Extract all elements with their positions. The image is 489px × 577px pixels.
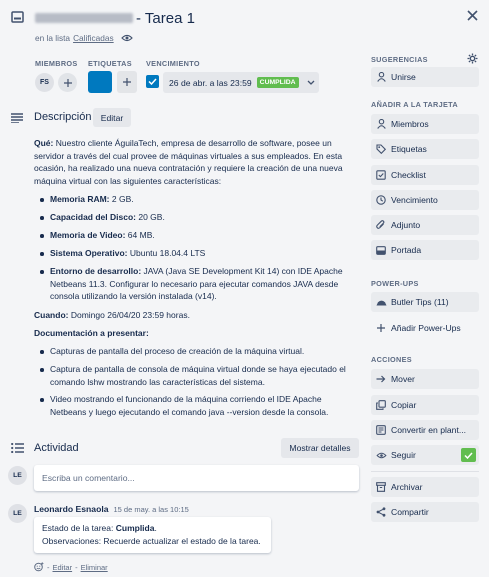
eye-icon[interactable] [121, 34, 133, 42]
join-button[interactable]: Unirse [371, 67, 479, 87]
copy-button[interactable]: Copiar [371, 395, 479, 415]
share-button[interactable]: Compartir [371, 502, 479, 522]
gear-icon[interactable] [467, 53, 478, 64]
docs-heading: Documentación a presentar: [34, 328, 149, 338]
butler-tips-button[interactable]: Butler Tips (11) [371, 292, 479, 312]
avatar: LE [8, 466, 27, 485]
powerups-label: POWER-UPS [371, 279, 419, 288]
suggestions-label: SUGERENCIAS [371, 55, 428, 64]
add-reaction-icon[interactable] [34, 562, 44, 572]
doc-item: Captura de pantalla de consola de máquina virtual donde se haya ejecutado el comando lshw mostrando las características del sistema. [50, 364, 346, 387]
description-icon [11, 113, 23, 123]
due-date-sidebar-button[interactable]: Vencimiento [371, 190, 479, 210]
due-date-text: 26 de abr. a las 23:59 [169, 77, 252, 88]
cover-button[interactable]: Portada [371, 240, 479, 260]
attachment-button[interactable]: Adjunto [371, 215, 479, 235]
template-icon [371, 425, 391, 435]
comment-bubble [34, 517, 271, 553]
members-button[interactable]: Miembros [371, 114, 479, 134]
activity-heading: Actividad [34, 442, 79, 454]
comment-line-1: Estado de la tarea: Cumplida. [42, 523, 157, 533]
labels-label: ETIQUETAS [88, 59, 132, 68]
due-status-badge: CUMPLIDA [257, 77, 299, 88]
plus-icon [371, 324, 391, 332]
comment-time[interactable]: 15 de may. a las 10:15 [113, 505, 189, 514]
when-line: Cuando: Domingo 26/04/20 23:59 horas. [34, 310, 190, 320]
paperclip-icon [371, 220, 391, 230]
person-icon [371, 72, 391, 82]
add-powerups-button[interactable]: Añadir Power-Ups [371, 318, 479, 338]
share-icon [371, 507, 391, 517]
tag-icon [371, 144, 391, 154]
doc-item: Capturas de pantalla del proceso de creación de la máquina virtual. [50, 346, 305, 356]
archive-icon [371, 482, 391, 492]
sidebar-divider [371, 471, 479, 472]
intro-text: Nuestro cliente ÁguilaTech, empresa de desarrollo de software, posee un servidor a través del cual provee de máquinas virtuales a sus empleados. En esta ocasión, ha realizado una nueva contratación y requiere la creación de una nueva máquina virtual con las siguientes características: [34, 138, 343, 186]
intro-bold: Qué: [34, 138, 54, 148]
separator: - [75, 562, 78, 572]
make-template-button[interactable]: Convertir en plant... [371, 420, 479, 440]
eye-icon [371, 452, 391, 459]
checklist-icon [371, 170, 391, 180]
doc-item: Video mostrando el funcionando de la máquina corriendo el IDE Apache Netbeans y luego ejecutando el comando java --version desde la consola. [50, 394, 329, 417]
labels-button[interactable]: Etiquetas [371, 139, 479, 159]
spec-item: Capacidad del Disco: 20 GB. [50, 212, 165, 222]
copy-icon [371, 400, 391, 410]
butler-icon [371, 299, 391, 306]
due-label: VENCIMIENTO [146, 59, 200, 68]
label-chip-blue[interactable] [88, 71, 112, 93]
watch-button[interactable]: Seguir [371, 445, 479, 465]
chevron-down-icon [307, 80, 315, 85]
watch-check-icon [461, 448, 476, 462]
add-to-card-label: AÑADIR A LA TARJETA [371, 100, 458, 109]
description-heading: Descripción [34, 111, 92, 123]
spec-item: Sistema Operativo: Ubuntu 18.04.4 LTS [50, 248, 206, 258]
spec-item: Memoria RAM: 2 GB. [50, 194, 134, 204]
comment-placeholder: Escriba un comentario... [42, 473, 135, 483]
activity-icon [11, 443, 24, 453]
list-prefix: en la lista [35, 33, 71, 43]
member-avatar[interactable]: FS [35, 73, 54, 92]
close-icon[interactable] [467, 10, 478, 21]
list-info [35, 33, 133, 43]
comment-meta [34, 504, 189, 514]
archive-button[interactable]: Archivar [371, 477, 479, 497]
clock-icon [371, 195, 391, 205]
add-label-button[interactable] [117, 71, 137, 93]
move-button[interactable]: Mover [371, 369, 479, 389]
checklist-button[interactable]: Checklist [371, 165, 479, 185]
avatar: LE [8, 504, 27, 523]
card-icon [11, 11, 24, 23]
edit-description-button[interactable]: Editar [93, 108, 131, 127]
person-icon [371, 119, 391, 129]
delete-comment-link[interactable]: Eliminar [80, 562, 108, 572]
separator: - [47, 562, 50, 572]
comment-input[interactable] [34, 465, 359, 491]
description-intro [34, 137, 359, 187]
show-details-button[interactable]: Mostrar detalles [281, 438, 359, 458]
card-title-redacted [35, 13, 133, 23]
due-checkbox[interactable] [146, 75, 159, 88]
members-label: MIEMBROS [35, 59, 78, 68]
arrow-right-icon [371, 375, 391, 383]
actions-label: ACCIONES [371, 355, 412, 364]
comment-actions [34, 562, 108, 572]
cover-icon [371, 246, 391, 255]
card-title[interactable]: - Tarea 1 [136, 10, 195, 27]
comment-author[interactable]: Leonardo Esnaola [34, 504, 109, 514]
due-date-button[interactable] [163, 72, 319, 93]
add-member-button[interactable] [58, 73, 77, 92]
list-link[interactable]: Calificadas [73, 33, 114, 43]
comment-line-2: Observaciones: Recuerde actualizar el estado de la tarea. [42, 535, 261, 546]
spec-item: Memoria de Video: 64 MB. [50, 230, 155, 240]
spec-item: Entorno de desarrollo: JAVA (Java SE Development Kit 14) con IDE Apache Netbeans 11.3. Configurar lo necesario para ejecutar comandos JAVA desde consola utilizando la versión instalada (v14). [50, 266, 343, 301]
edit-comment-link[interactable]: Editar [52, 562, 73, 572]
